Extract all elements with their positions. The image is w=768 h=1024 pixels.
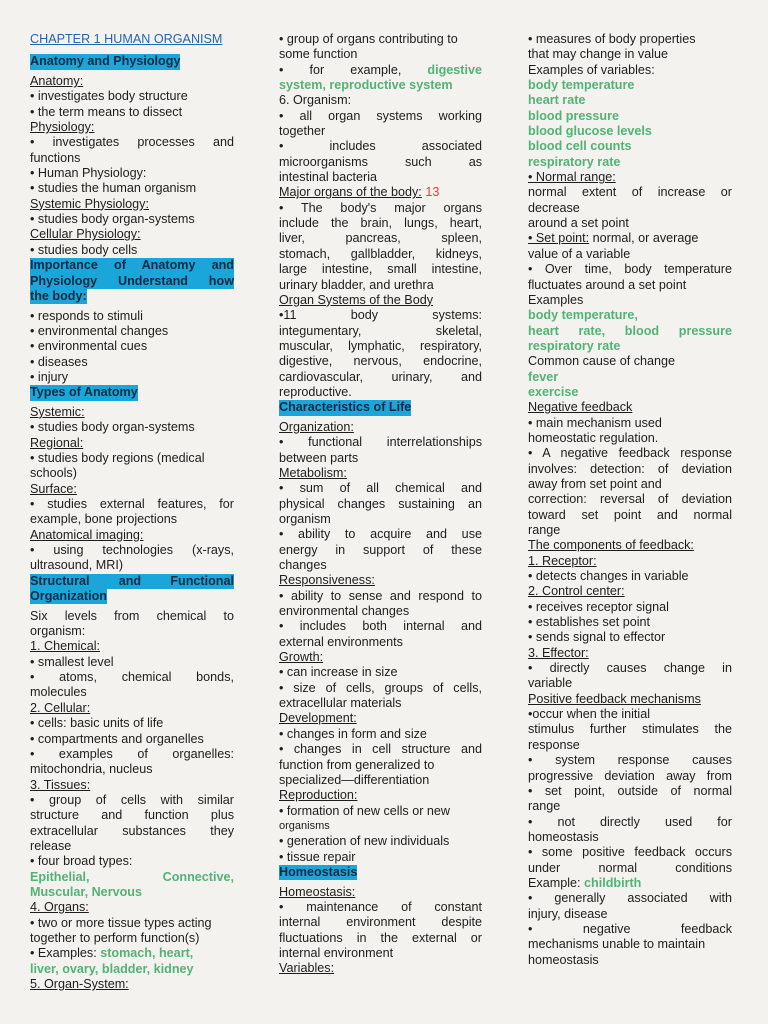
level-heading: 3. Tissues: — [30, 777, 91, 792]
text-line: response — [528, 737, 580, 752]
bullet: • measures of body properties — [528, 32, 696, 46]
text-line: functions — [30, 150, 81, 165]
text-line: intestinal bacteria — [279, 170, 378, 185]
text-line: homeostasis — [528, 829, 599, 844]
bullet: • includes both internal and — [279, 619, 482, 634]
column-3 — [528, 32, 732, 968]
green-terms: liver, ovary, bladder, kidney — [30, 961, 194, 976]
subheading: Cellular Physiology: — [30, 227, 141, 242]
variable-example: heart rate — [528, 93, 586, 108]
bullet: • system response causes — [528, 753, 732, 768]
text-line: cardiovascular, urinary, and — [279, 369, 482, 384]
bullet: • generation of new individuals — [279, 834, 450, 849]
bullet: • four broad types: — [30, 854, 133, 869]
bullet: •11 body systems: — [279, 308, 482, 323]
section-heading: Physiology Understand how — [30, 273, 234, 288]
subheading: Development: — [279, 711, 357, 726]
text-line: Example: childbirth — [528, 875, 642, 890]
bullet: • A negative feedback response — [528, 446, 732, 461]
text-line: reproductive. — [279, 384, 352, 399]
bullet: • sends signal to effector — [528, 630, 666, 645]
subheading: Metabolism: — [279, 465, 347, 480]
text-line: changes — [279, 558, 327, 573]
text-line: injury, disease — [528, 906, 608, 921]
level-heading: 1. Receptor: — [528, 553, 597, 568]
text-line: value of a variable — [528, 246, 631, 261]
green-terms: fever — [528, 369, 559, 384]
text-line: together to perform function(s) — [30, 930, 200, 945]
section-heading: Characteristics of Life — [279, 400, 412, 415]
text-line: organism: — [30, 624, 86, 639]
section-heading: the body: — [30, 288, 87, 303]
bullet: • using technologies (x-rays, — [30, 543, 234, 558]
level-heading: 3. Effector: — [528, 645, 589, 660]
bullet: • studies body organ-systems — [30, 420, 195, 435]
level-heading: 2. Control center: — [528, 584, 625, 599]
text-line: include the brain, lungs, heart, — [279, 216, 482, 231]
variable-example: blood pressure — [528, 108, 619, 123]
text-line: mechanisms unable to maintain — [528, 937, 706, 952]
column-2 — [279, 32, 482, 977]
text-line: organism — [279, 512, 331, 526]
bullet: • main mechanism used — [528, 415, 662, 430]
bullet: • cells: basic units of life — [30, 716, 164, 731]
subheading: Organ Systems of the Body — [279, 292, 433, 307]
bullet: • the term means to dissect — [30, 104, 183, 119]
bullet: • studies the human organism — [30, 181, 197, 196]
bullet: • not directly used for — [528, 814, 732, 829]
bullet: • compartments and organelles — [30, 731, 204, 746]
subheading: Growth: — [279, 650, 324, 665]
bullet: • Human Physiology: — [30, 166, 147, 181]
text-line: environmental changes — [279, 604, 410, 619]
column-1 — [30, 32, 234, 992]
subheading: Anatomy: — [30, 74, 84, 89]
text-line: under normal conditions — [528, 860, 732, 875]
bullet: • size of cells, groups of cells, — [279, 680, 482, 695]
text-line: Six levels from chemical to — [30, 608, 234, 623]
text-line: urinary bladder, and urethra — [279, 277, 434, 292]
bullet: • includes associated — [279, 139, 482, 154]
variable-example: blood glucose levels — [528, 124, 652, 139]
subheading: Negative feedback — [528, 400, 633, 415]
bullet: • changes in cell structure and — [279, 742, 482, 757]
text-line: function from generalized to — [279, 757, 435, 772]
text-line: toward set point and normal — [528, 507, 732, 522]
bullet: • two or more tissue types acting — [30, 915, 212, 930]
text-line: ultrasound, MRI) — [30, 558, 124, 573]
level-heading: 4. Organs: — [30, 900, 89, 915]
subheading: • Normal range: — [528, 170, 616, 185]
chapter-title: CHAPTER 1 HUMAN ORGANISM — [30, 32, 223, 46]
text-line: together — [279, 124, 326, 139]
subheading: Regional: — [30, 435, 84, 450]
text-line: correction: reversal of deviation — [528, 492, 732, 507]
variable-example: blood cell counts — [528, 139, 632, 154]
text-line: energy in support of these — [279, 542, 482, 557]
bullet: • functional interrelationships — [279, 435, 482, 450]
text-line: involves: detection: of deviation — [528, 461, 732, 476]
text-line: that may change in value — [528, 47, 669, 62]
subheading: Positive feedback mechanisms — [528, 691, 701, 706]
bullet: • detects changes in variable — [528, 569, 689, 584]
bullet: • maintenance of constant — [279, 899, 482, 914]
text-line: specialized—differentiation — [279, 772, 430, 787]
bullet: • for example, digestive — [279, 62, 482, 77]
bullet: • establishes set point — [528, 615, 651, 630]
text-line: extracellular substances they — [30, 823, 234, 838]
text-line: range — [528, 523, 561, 537]
handwritten-mark: 13 — [425, 185, 440, 200]
subheading: The components of feedback: — [528, 538, 694, 553]
bullet: • Over time, body temperature — [528, 262, 732, 277]
section-heading: Structural and Functional — [30, 573, 234, 588]
text-line: release — [30, 838, 72, 853]
text-line: physical changes sustaining an — [279, 496, 482, 511]
text-line: normal extent of increase or — [528, 185, 732, 200]
text-line: large intestine, small intestine, — [279, 262, 482, 277]
bullet: • changes in form and size — [279, 726, 427, 741]
text-line: Examples — [528, 292, 584, 307]
bullet: • investigates processes and — [30, 135, 234, 150]
subheading: Homeostasis: — [279, 884, 356, 899]
green-terms: exercise — [528, 384, 579, 399]
green-terms: heart rate, blood pressure — [528, 323, 732, 338]
text-line: example, bone projections — [30, 512, 178, 527]
bullet: • Examples: stomach, heart, — [30, 946, 194, 961]
text-line: schools) — [30, 466, 77, 481]
text-line: some function — [279, 47, 358, 62]
subheading: Anatomical imaging: — [30, 527, 144, 542]
bullet: • negative feedback — [528, 921, 732, 936]
variable-example: respiratory rate — [528, 154, 621, 169]
subheading: Variables: — [279, 961, 335, 976]
subheading: Systemic: — [30, 404, 85, 419]
bullet: • injury — [30, 369, 69, 384]
bullet: • studies body regions (medical — [30, 450, 205, 465]
bullet: • set point, outside of normal — [528, 783, 732, 798]
bullet: • receives receptor signal — [528, 599, 669, 614]
text-line: liver, pancreas, spleen, — [279, 231, 482, 246]
bullet: • responds to stimuli — [30, 308, 143, 323]
bullet: • The body's major organs — [279, 200, 482, 215]
section-heading: Anatomy and Physiology — [30, 54, 181, 69]
bullet: • Set point: normal, or average — [528, 231, 699, 246]
text-line: around a set point — [528, 216, 629, 231]
text-line: fluctuations in the external or — [279, 930, 482, 945]
text-line: homeostasis — [528, 952, 599, 967]
subheading: Responsiveness: — [279, 573, 375, 588]
variable-example: body temperature — [528, 78, 635, 93]
subheading: Reproduction: — [279, 788, 358, 803]
text-line: range — [528, 799, 561, 814]
level-heading: 2. Cellular: — [30, 700, 91, 715]
level-heading: 5. Organ-System: — [30, 977, 129, 991]
bullet: • group of cells with similar — [30, 792, 234, 807]
section-heading: Types of Anatomy — [30, 385, 138, 400]
text-line: stomach, gallbladder, kidneys, — [279, 246, 482, 261]
text-line: fluctuates around a set point — [528, 277, 687, 292]
bullet: • sum of all chemical and — [279, 481, 482, 496]
bullet: • generally associated with — [528, 891, 732, 906]
text-line: variable — [528, 676, 573, 691]
bullet: • environmental changes — [30, 323, 169, 338]
bullet: • atoms, chemical bonds, — [30, 670, 234, 685]
text-line: extracellular materials — [279, 696, 402, 711]
green-terms: respiratory rate — [528, 338, 621, 353]
bullet: • can increase in size — [279, 665, 398, 680]
bullet: • group of organs contributing to — [279, 32, 458, 46]
bullet: •occur when the initial — [528, 707, 651, 722]
green-terms: Epithelial, Connective, — [30, 869, 234, 884]
text-line: Examples of variables: — [528, 62, 655, 77]
text-line: between parts — [279, 450, 359, 465]
section-heading: Importance of Anatomy and — [30, 258, 234, 273]
bullet: • studies body cells — [30, 242, 138, 257]
bullet: • environmental cues — [30, 339, 148, 354]
text-line: molecules — [30, 685, 87, 700]
bullet: • formation of new cells or new — [279, 803, 450, 818]
section-heading: Homeostasis — [279, 864, 358, 879]
text-line: structure and function plus — [30, 808, 234, 823]
section-heading: Organization — [30, 589, 107, 604]
bullet: • diseases — [30, 354, 88, 369]
text-line: organisms — [279, 819, 330, 832]
level-heading: 1. Chemical: — [30, 639, 100, 654]
bullet: • directly causes change in — [528, 661, 732, 676]
text-line: decrease — [528, 200, 580, 215]
subheading: Major organs of the body: 13 — [279, 185, 440, 200]
bullet: • ability to sense and respond to — [279, 588, 482, 603]
bullet: • some positive feedback occurs — [528, 845, 732, 860]
subheading: Surface: — [30, 481, 77, 496]
text-line: homeostatic regulation. — [528, 430, 659, 445]
text-line: progressive deviation away from — [528, 768, 732, 783]
green-terms: body temperature, — [528, 308, 638, 323]
text-line: Common cause of change — [528, 354, 676, 369]
green-terms: system, reproductive system — [279, 78, 453, 93]
text-line: stimulus further stimulates the — [528, 722, 732, 737]
subheading: Systemic Physiology: — [30, 196, 149, 211]
bullet: • all organ systems working — [279, 108, 482, 123]
text-line: integumentary, skeletal, — [279, 323, 482, 338]
subheading: Physiology: — [30, 120, 95, 135]
bullet: • investigates body structure — [30, 89, 188, 104]
bullet: • studies external features, for — [30, 497, 234, 511]
bullet: • smallest level — [30, 654, 114, 669]
text-line: digestive, nervous, endocrine, — [279, 354, 482, 369]
green-terms: Muscular, Nervous — [30, 884, 142, 899]
text-line: away from set point and — [528, 476, 662, 491]
bullet: • tissue repair — [279, 849, 356, 864]
subheading: Organization: — [279, 419, 354, 434]
text-line: internal environment despite — [279, 915, 482, 930]
text-line: mitochondria, nucleus — [30, 762, 153, 777]
level-heading: 6. Organism: — [279, 93, 352, 108]
bullet: • ability to acquire and use — [279, 527, 482, 542]
text-line: internal environment — [279, 945, 394, 960]
bullet: • studies body organ-systems — [30, 212, 195, 227]
text-line: external environments — [279, 634, 403, 649]
text-line: microorganisms such as — [279, 154, 482, 169]
text-line: muscular, lymphatic, respiratory, — [279, 338, 482, 353]
bullet: • examples of organelles: — [30, 746, 234, 761]
